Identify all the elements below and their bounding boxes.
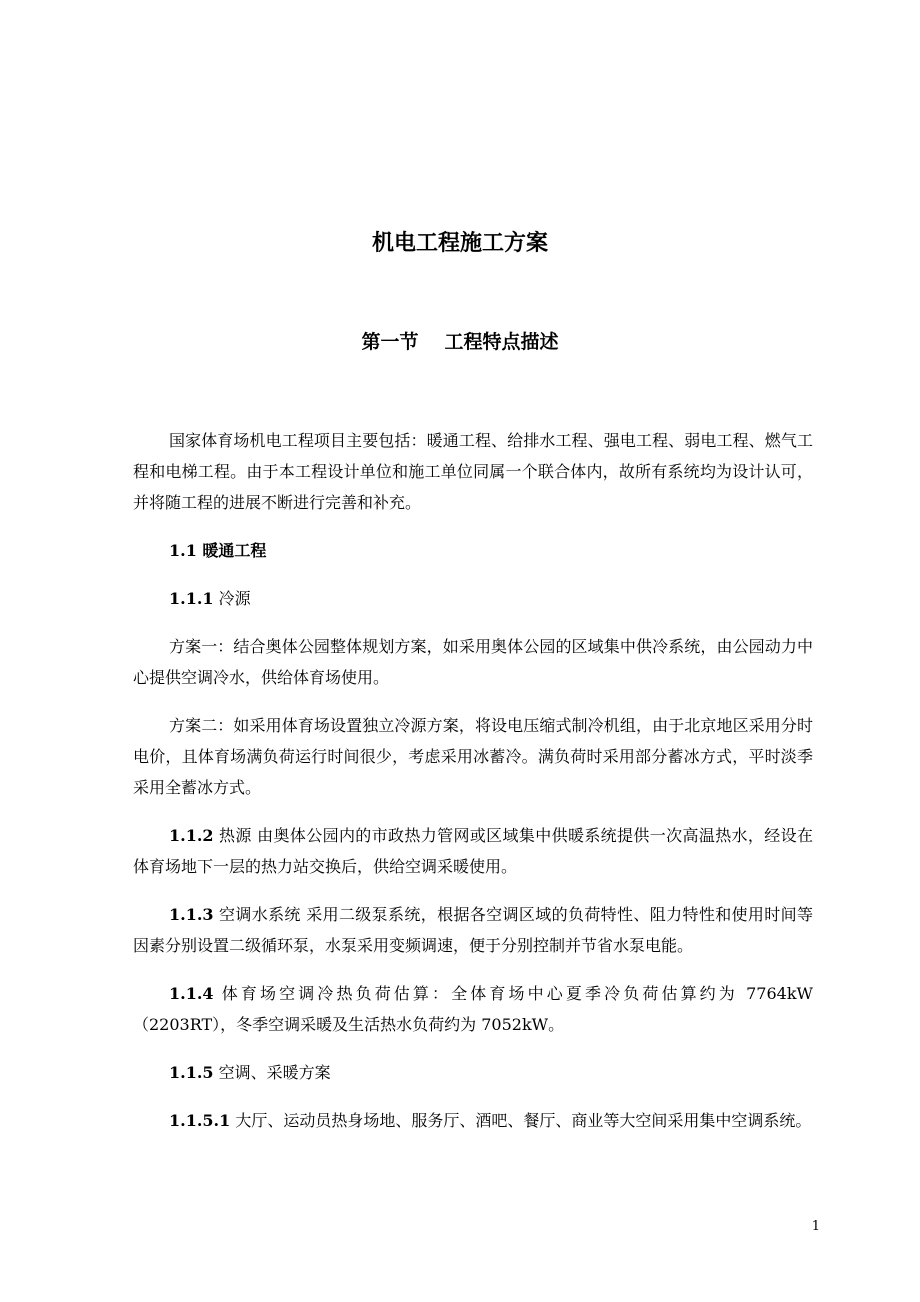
heading-1-1-1 — [133, 583, 813, 614]
plan-two-paragraph: 方案二：如采用体育场设置独立冷源方案，将设电压缩式制冷机组，由于北京地区采用分时电价，且体育场满负荷运行时间很少，考虑采用冰蓄冷。满负荷时采用部分蓄冰方式，平时淡季采用全蓄冰方式。 — [133, 716, 813, 797]
section-number: 第一节 — [361, 331, 419, 353]
section-name: 工程特点描述 — [444, 331, 559, 353]
paragraph-1-1-2 — [133, 820, 813, 882]
paragraph-1-1-5-1 — [133, 1105, 813, 1136]
page-number: 1 — [811, 1219, 820, 1234]
paragraph-1-1-2-number: 1.1.2 — [169, 826, 214, 845]
heading-1-1-5-number: 1.1.5 — [169, 1063, 214, 1082]
paragraph-1-1-4 — [133, 978, 813, 1040]
paragraph-1-1-3-number: 1.1.3 — [169, 905, 214, 924]
plan-one-paragraph: 方案一：结合奥体公园整体规划方案，如采用奥体公园的区域集中供冷系统，由公园动力中心提供空调冷水，供给体育场使用。 — [133, 637, 813, 687]
paragraph-1-1-3 — [133, 899, 813, 961]
document-title: 机电工程施工方案 — [371, 230, 548, 256]
intro-paragraph: 国家体育场机电工程项目主要包括：暖通工程、给排水工程、强电工程、弱电工程、燃气工程和电梯工程。由于本工程设计单位和施工单位同属一个联合体内，故所有系统均为设计认可，并将随工程的进展不断进行完善和补充。 — [133, 431, 813, 512]
heading-1-1-5-text: 空调、采暖方案 — [213, 1063, 331, 1082]
heading-1-1-5 — [133, 1057, 813, 1088]
heading-1-1 — [133, 535, 813, 566]
paragraph-1-1-5-1-text: 大厅、运动员热身场地、服务厅、酒吧、餐厅、商业等大空间采用集中空调系统。 — [230, 1111, 812, 1130]
paragraph-1-1-5-1-number: 1.1.5.1 — [169, 1111, 231, 1130]
document-body — [133, 425, 813, 1153]
section-title — [0, 328, 920, 356]
paragraph-1-1-3-text: 空调水系统 采用二级泵系统，根据各空调区域的负荷特性、阻力特性和使用时间等因素分别设置二级循环泵，水泵采用变频调速，便于分别控制并节省水泵电能。 — [133, 905, 813, 955]
paragraph-1-1-4-text: 体育场空调冷热负荷估算：全体育场中心夏季冷负荷估算约为 7764kW（2203RT），冬季空调采暖及生活热水负荷约为 7052kW。 — [133, 984, 813, 1034]
heading-1-1-1-text: 冷源 — [213, 589, 251, 608]
heading-1-1-1-number: 1.1.1 — [169, 589, 214, 608]
paragraph-1-1-4-number: 1.1.4 — [169, 984, 214, 1003]
paragraph-1-1-2-text: 热源 由奥体公园内的市政热力管网或区域集中供暖系统提供一次高温热水，经设在体育场地下一层的热力站交换后，供给空调采暖使用。 — [133, 826, 813, 876]
heading-1-1-text: 1.1 暖通工程 — [169, 541, 267, 560]
